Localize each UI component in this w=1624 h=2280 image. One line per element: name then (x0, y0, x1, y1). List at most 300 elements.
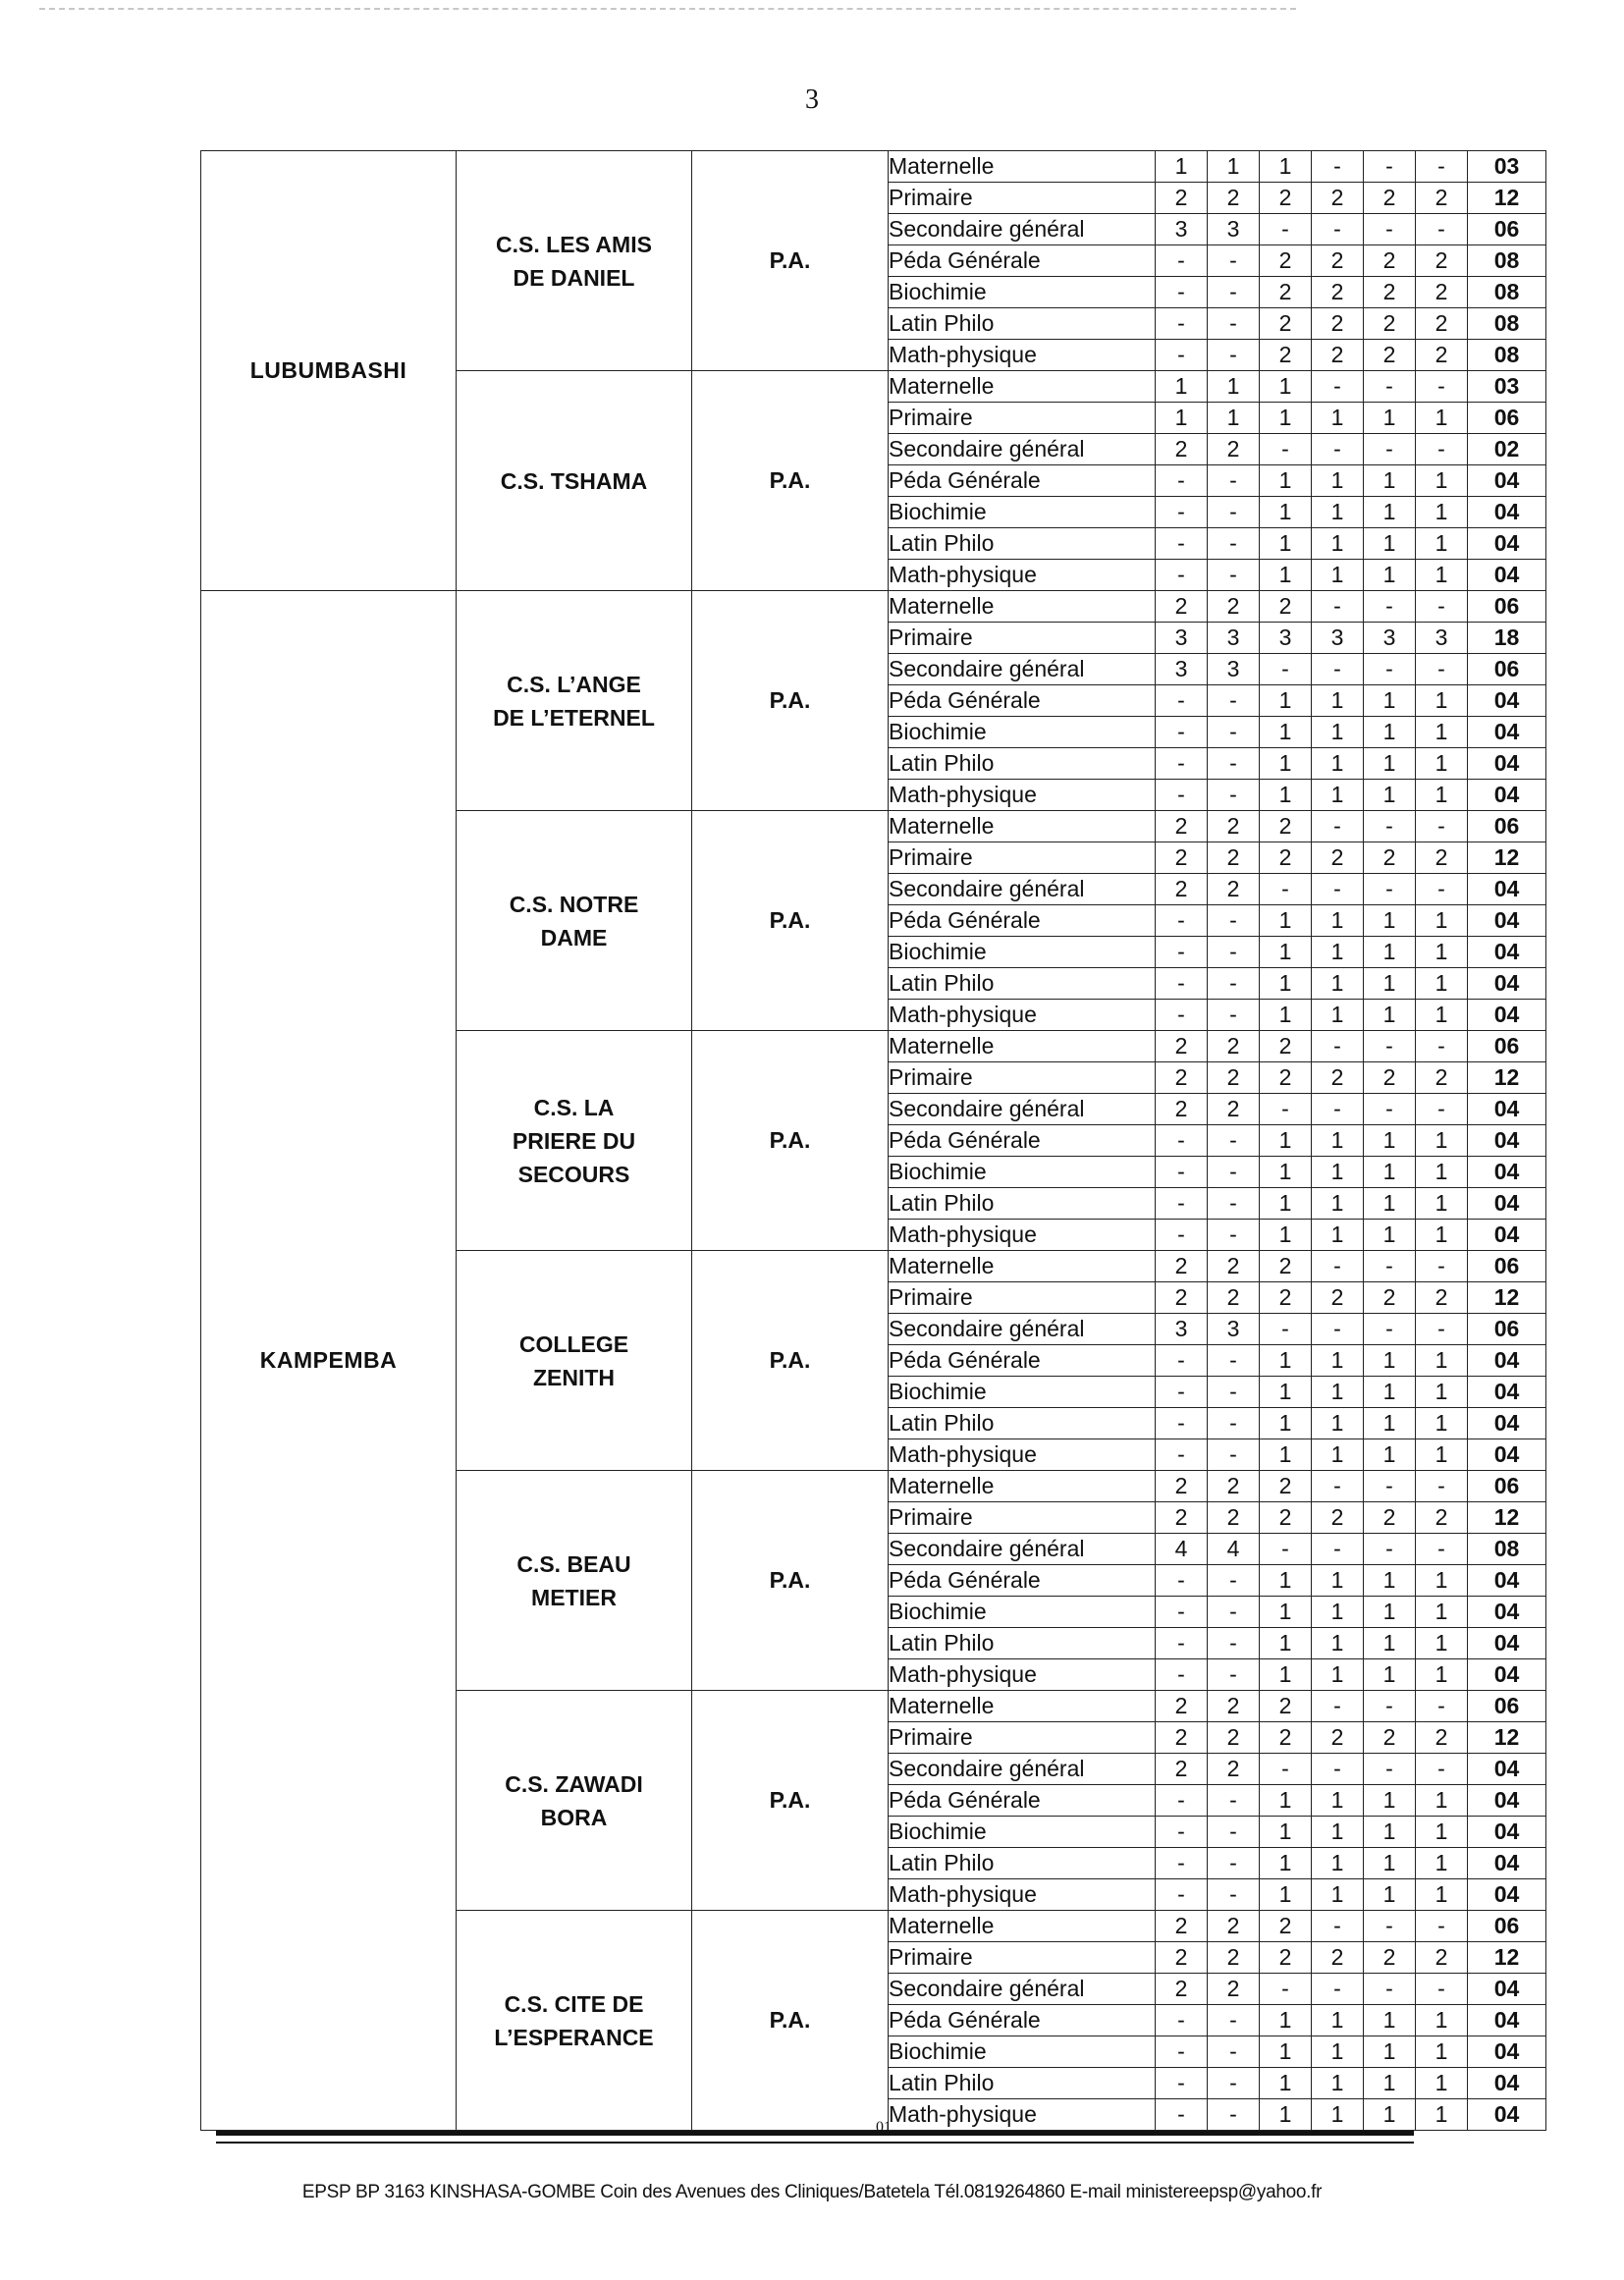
class-count-cell: 1 (1260, 1565, 1312, 1597)
total-cell: 04 (1468, 780, 1546, 811)
class-count-cell: - (1156, 1597, 1208, 1628)
class-count-cell: - (1416, 1094, 1468, 1125)
class-count-cell: - (1312, 1251, 1364, 1282)
class-count-cell: - (1416, 1911, 1468, 1942)
class-count-cell: 2 (1208, 842, 1260, 874)
class-count-cell: 1 (1312, 1000, 1364, 1031)
class-count-cell: 1 (1312, 748, 1364, 780)
class-count-cell: - (1156, 1848, 1208, 1879)
option-label: Math-physique (889, 1220, 1156, 1251)
class-count-cell: - (1364, 1691, 1416, 1722)
class-count-cell: - (1416, 654, 1468, 685)
total-cell: 12 (1468, 1502, 1546, 1534)
class-count-cell: - (1156, 1879, 1208, 1911)
class-count-cell: 2 (1208, 1722, 1260, 1754)
class-count-cell: 2 (1156, 1722, 1208, 1754)
total-cell: 06 (1468, 1691, 1546, 1722)
class-count-cell: - (1208, 277, 1260, 308)
option-label: Primaire (889, 1282, 1156, 1314)
class-count-cell: - (1312, 811, 1364, 842)
option-label: Maternelle (889, 1031, 1156, 1062)
class-count-cell: - (1416, 1251, 1468, 1282)
class-count-cell: 1 (1260, 717, 1312, 748)
school-name-line: DE L’ETERNEL (493, 704, 655, 731)
option-label: Math-physique (889, 1879, 1156, 1911)
option-label: Biochimie (889, 717, 1156, 748)
school-name-line: PRIERE DU (512, 1127, 636, 1154)
class-count-cell: 1 (1312, 2036, 1364, 2068)
class-count-cell: 1 (1312, 1439, 1364, 1471)
option-label: Secondaire général (889, 1974, 1156, 2005)
class-count-cell: 1 (1416, 1817, 1468, 1848)
class-count-cell: 1 (1260, 1125, 1312, 1157)
total-cell: 06 (1468, 1471, 1546, 1502)
class-count-cell: 1 (1260, 560, 1312, 591)
class-count-cell: 1 (1260, 1628, 1312, 1659)
class-count-cell: 1 (1364, 905, 1416, 937)
option-label: Latin Philo (889, 2068, 1156, 2099)
class-count-cell: - (1416, 1031, 1468, 1062)
class-count-cell: - (1416, 1974, 1468, 2005)
class-count-cell: 2 (1260, 245, 1312, 277)
class-count-cell: 1 (1364, 1848, 1416, 1879)
class-count-cell: 1 (1260, 2036, 1312, 2068)
class-count-cell: 1 (1312, 1377, 1364, 1408)
school-name-line: L’ESPERANCE (494, 2024, 654, 2050)
class-count-cell: 1 (1312, 1597, 1364, 1628)
class-count-cell: 2 (1260, 277, 1312, 308)
class-count-cell: 1 (1312, 1848, 1364, 1879)
class-count-cell: 2 (1156, 1942, 1208, 1974)
total-cell: 04 (1468, 465, 1546, 497)
class-count-cell: 2 (1208, 1754, 1260, 1785)
class-count-cell: 1 (1364, 748, 1416, 780)
class-count-cell: 2 (1364, 842, 1416, 874)
class-count-cell: 1 (1416, 1408, 1468, 1439)
total-cell: 04 (1468, 1659, 1546, 1691)
class-count-cell: 1 (1260, 1408, 1312, 1439)
option-label: Math-physique (889, 2099, 1156, 2131)
option-label: Primaire (889, 1942, 1156, 1974)
class-count-cell: 2 (1260, 1502, 1312, 1534)
class-count-cell: 2 (1312, 1942, 1364, 1974)
option-label: Secondaire général (889, 1094, 1156, 1125)
class-count-cell: 1 (1260, 497, 1312, 528)
class-count-cell: 3 (1260, 623, 1312, 654)
option-label: Secondaire général (889, 874, 1156, 905)
class-count-cell: 2 (1260, 842, 1312, 874)
class-count-cell: 2 (1208, 1062, 1260, 1094)
class-count-cell: - (1416, 811, 1468, 842)
management-regime: P.A. (692, 371, 889, 591)
school-name-line: C.S. ZAWADI (505, 1770, 643, 1797)
class-count-cell: 1 (1312, 560, 1364, 591)
school-name-line: BORA (540, 1804, 608, 1830)
total-cell: 04 (1468, 560, 1546, 591)
class-count-cell: - (1156, 1628, 1208, 1659)
option-label: Biochimie (889, 2036, 1156, 2068)
class-count-cell: 2 (1156, 434, 1208, 465)
class-count-cell: 1 (1312, 497, 1364, 528)
class-count-cell: - (1416, 1314, 1468, 1345)
class-count-cell: 1 (1364, 465, 1416, 497)
class-count-cell: 1 (1312, 403, 1364, 434)
total-cell: 04 (1468, 717, 1546, 748)
class-count-cell: 1 (1364, 1565, 1416, 1597)
option-label: Primaire (889, 1722, 1156, 1754)
class-count-cell: 2 (1312, 183, 1364, 214)
class-count-cell: 2 (1312, 277, 1364, 308)
total-cell: 08 (1468, 245, 1546, 277)
class-count-cell: 1 (1416, 1565, 1468, 1597)
class-count-cell: 2 (1156, 1282, 1208, 1314)
class-count-cell: 1 (1416, 2005, 1468, 2036)
option-label: Maternelle (889, 1471, 1156, 1502)
school-name-line: DAME (540, 924, 608, 950)
class-count-cell: - (1416, 151, 1468, 183)
class-count-cell: 1 (1364, 497, 1416, 528)
class-count-cell: 2 (1364, 1282, 1416, 1314)
class-count-cell: 1 (1260, 2099, 1312, 2131)
class-count-cell: - (1260, 1534, 1312, 1565)
school-name-line: DE DANIEL (513, 264, 635, 291)
class-count-cell: 1 (1260, 1848, 1312, 1879)
class-count-cell: - (1156, 497, 1208, 528)
class-count-cell: 1 (1416, 937, 1468, 968)
class-count-cell: 2 (1416, 308, 1468, 340)
option-label: Primaire (889, 183, 1156, 214)
total-cell: 04 (1468, 1157, 1546, 1188)
class-count-cell: 2 (1208, 1282, 1260, 1314)
total-cell: 08 (1468, 340, 1546, 371)
class-count-cell: 1 (1312, 1125, 1364, 1157)
class-count-cell: - (1208, 1659, 1260, 1691)
class-count-cell: - (1156, 340, 1208, 371)
class-count-cell: 1 (1260, 937, 1312, 968)
class-count-cell: 1 (1364, 1597, 1416, 1628)
class-count-cell: - (1364, 371, 1416, 403)
option-label: Biochimie (889, 1157, 1156, 1188)
option-label: Biochimie (889, 937, 1156, 968)
school-name-line: SECOURS (517, 1161, 630, 1187)
total-cell: 04 (1468, 1188, 1546, 1220)
class-count-cell: 1 (1416, 2068, 1468, 2099)
class-count-cell: - (1364, 1314, 1416, 1345)
total-cell: 08 (1468, 1534, 1546, 1565)
class-count-cell: 1 (1312, 1879, 1364, 1911)
class-count-cell: - (1156, 308, 1208, 340)
class-count-cell: 1 (1364, 1188, 1416, 1220)
class-count-cell: 2 (1156, 1911, 1208, 1942)
management-regime: P.A. (692, 1251, 889, 1471)
total-cell: 12 (1468, 1942, 1546, 1974)
class-count-cell: - (1364, 654, 1416, 685)
class-count-cell: 2 (1156, 1062, 1208, 1094)
class-count-cell: 1 (1416, 905, 1468, 937)
class-count-cell: - (1156, 968, 1208, 1000)
footer-address: EPSP BP 3163 KINSHASA-GOMBE Coin des Avenues des Cliniques/Batetela Tél.0819264860 E-mail ministereepsp@yahoo.fr (301, 2182, 1323, 2202)
class-count-cell: - (1208, 528, 1260, 560)
class-count-cell: 1 (1364, 1817, 1416, 1848)
option-label: Primaire (889, 403, 1156, 434)
total-cell: 03 (1468, 151, 1546, 183)
class-count-cell: 2 (1156, 1691, 1208, 1722)
class-count-cell: - (1208, 1220, 1260, 1251)
class-count-cell: - (1156, 1659, 1208, 1691)
class-count-cell: - (1208, 1345, 1260, 1377)
school-name (457, 1911, 692, 2131)
total-cell: 12 (1468, 1062, 1546, 1094)
class-count-cell: 2 (1208, 1031, 1260, 1062)
class-count-cell: - (1312, 1094, 1364, 1125)
total-cell: 06 (1468, 1031, 1546, 1062)
class-count-cell: 1 (1260, 2068, 1312, 2099)
class-count-cell: - (1312, 434, 1364, 465)
class-count-cell: - (1312, 371, 1364, 403)
school-name (457, 1471, 692, 1691)
class-count-cell: - (1364, 151, 1416, 183)
school-name-line: METIER (531, 1584, 617, 1610)
class-count-cell: 2 (1364, 1502, 1416, 1534)
class-count-cell: 2 (1364, 245, 1416, 277)
page-number: 3 (805, 84, 819, 115)
class-count-cell: 1 (1416, 1188, 1468, 1220)
class-count-cell: 1 (1364, 403, 1416, 434)
class-count-cell: - (1312, 1031, 1364, 1062)
management-regime: P.A. (692, 151, 889, 371)
footer-mark: 01 (876, 2119, 892, 2136)
option-label: Math-physique (889, 780, 1156, 811)
class-count-cell: 2 (1260, 183, 1312, 214)
class-count-cell: - (1156, 1000, 1208, 1031)
class-count-cell: - (1156, 1125, 1208, 1157)
class-count-cell: - (1156, 685, 1208, 717)
option-label: Latin Philo (889, 748, 1156, 780)
table-row (201, 591, 1546, 623)
class-count-cell: 1 (1364, 685, 1416, 717)
class-count-cell: 3 (1208, 623, 1260, 654)
class-count-cell: - (1156, 1565, 1208, 1597)
class-count-cell: - (1208, 1000, 1260, 1031)
class-count-cell: 2 (1416, 277, 1468, 308)
class-count-cell: 2 (1208, 434, 1260, 465)
class-count-cell: 1 (1364, 1785, 1416, 1817)
total-cell: 04 (1468, 1000, 1546, 1031)
class-count-cell: - (1156, 937, 1208, 968)
class-count-cell: - (1208, 2099, 1260, 2131)
class-count-cell: - (1156, 1785, 1208, 1817)
class-count-cell: 1 (1364, 2005, 1416, 2036)
school-name-line: ZENITH (532, 1364, 616, 1390)
school-name (457, 591, 692, 811)
class-count-cell: 1 (1260, 685, 1312, 717)
class-count-cell: - (1208, 308, 1260, 340)
total-cell: 06 (1468, 214, 1546, 245)
class-count-cell: 1 (1260, 905, 1312, 937)
class-count-cell: - (1260, 654, 1312, 685)
total-cell: 12 (1468, 183, 1546, 214)
class-count-cell: 2 (1208, 1942, 1260, 1974)
class-count-cell: 2 (1156, 1251, 1208, 1282)
option-label: Latin Philo (889, 1848, 1156, 1879)
class-count-cell: - (1364, 1754, 1416, 1785)
total-cell: 04 (1468, 1879, 1546, 1911)
total-cell: 04 (1468, 1439, 1546, 1471)
class-count-cell: 1 (1260, 1345, 1312, 1377)
option-label: Maternelle (889, 1911, 1156, 1942)
total-cell: 04 (1468, 874, 1546, 905)
total-cell: 04 (1468, 1345, 1546, 1377)
class-count-cell: 1 (1364, 2099, 1416, 2131)
class-count-cell: 1 (1312, 1157, 1364, 1188)
school-name (457, 371, 692, 591)
class-count-cell: 1 (1416, 560, 1468, 591)
class-count-cell: 1 (1416, 465, 1468, 497)
class-count-cell: 1 (1260, 968, 1312, 1000)
option-label: Secondaire général (889, 214, 1156, 245)
class-count-cell: 2 (1416, 842, 1468, 874)
class-count-cell: 1 (1416, 2036, 1468, 2068)
class-count-cell: 2 (1260, 811, 1312, 842)
class-count-cell: 1 (1260, 1439, 1312, 1471)
class-count-cell: 2 (1312, 1062, 1364, 1094)
class-count-cell: 2 (1208, 811, 1260, 842)
management-regime: P.A. (692, 811, 889, 1031)
management-regime: P.A. (692, 591, 889, 811)
class-count-cell: 1 (1260, 1377, 1312, 1408)
class-count-cell: 1 (1260, 1188, 1312, 1220)
total-cell: 04 (1468, 2099, 1546, 2131)
class-count-cell: 1 (1260, 1157, 1312, 1188)
class-count-cell: 1 (1416, 1659, 1468, 1691)
class-count-cell: - (1260, 1974, 1312, 2005)
total-cell: 06 (1468, 591, 1546, 623)
class-count-cell: 3 (1208, 1314, 1260, 1345)
class-count-cell: - (1364, 214, 1416, 245)
option-label: Primaire (889, 842, 1156, 874)
class-count-cell: 1 (1260, 151, 1312, 183)
class-count-cell: 4 (1156, 1534, 1208, 1565)
total-cell: 04 (1468, 905, 1546, 937)
class-count-cell: 2 (1260, 591, 1312, 623)
class-count-cell: 2 (1416, 1062, 1468, 1094)
class-count-cell: 2 (1156, 874, 1208, 905)
class-count-cell: - (1156, 245, 1208, 277)
class-count-cell: 1 (1156, 371, 1208, 403)
class-count-cell: 3 (1364, 623, 1416, 654)
option-label: Biochimie (889, 497, 1156, 528)
total-cell: 08 (1468, 308, 1546, 340)
class-count-cell: 3 (1156, 623, 1208, 654)
total-cell: 04 (1468, 1974, 1546, 2005)
class-count-cell: 2 (1156, 183, 1208, 214)
class-count-cell: 1 (1312, 465, 1364, 497)
class-count-cell: 2 (1260, 340, 1312, 371)
class-count-cell: - (1208, 340, 1260, 371)
option-label: Math-physique (889, 1000, 1156, 1031)
option-label: Maternelle (889, 371, 1156, 403)
class-count-cell: - (1156, 1188, 1208, 1220)
option-label: Math-physique (889, 1659, 1156, 1691)
class-count-cell: - (1208, 1439, 1260, 1471)
class-count-cell: - (1208, 2068, 1260, 2099)
class-count-cell: 2 (1260, 308, 1312, 340)
class-count-cell: 1 (1416, 1785, 1468, 1817)
class-count-cell: 1 (1364, 2068, 1416, 2099)
class-count-cell: - (1416, 591, 1468, 623)
class-count-cell: 1 (1416, 1125, 1468, 1157)
option-label: Péda Générale (889, 1345, 1156, 1377)
option-label: Biochimie (889, 277, 1156, 308)
option-label: Péda Générale (889, 465, 1156, 497)
school-name-line: C.S. NOTRE (509, 891, 639, 917)
class-count-cell: 1 (1312, 1817, 1364, 1848)
total-cell: 04 (1468, 1597, 1546, 1628)
class-count-cell: 2 (1156, 1471, 1208, 1502)
class-count-cell: - (1156, 1157, 1208, 1188)
option-label: Primaire (889, 623, 1156, 654)
class-count-cell: 2 (1312, 1282, 1364, 1314)
class-count-cell: 2 (1208, 874, 1260, 905)
school-name (457, 1031, 692, 1251)
total-cell: 06 (1468, 811, 1546, 842)
total-cell: 04 (1468, 937, 1546, 968)
class-count-cell: 2 (1416, 340, 1468, 371)
class-count-cell: 2 (1208, 591, 1260, 623)
class-count-cell: 1 (1260, 2005, 1312, 2036)
class-count-cell: - (1208, 560, 1260, 591)
school-name-line: C.S. CITE DE (504, 1990, 644, 2017)
class-count-cell: 2 (1312, 308, 1364, 340)
option-label: Péda Générale (889, 1565, 1156, 1597)
class-count-cell: 1 (1416, 1848, 1468, 1879)
class-count-cell: 3 (1416, 623, 1468, 654)
class-count-cell: 2 (1416, 1282, 1468, 1314)
class-count-cell: - (1364, 1534, 1416, 1565)
option-label: Math-physique (889, 1439, 1156, 1471)
class-count-cell: - (1364, 1094, 1416, 1125)
option-label: Biochimie (889, 1377, 1156, 1408)
class-count-cell: - (1156, 2036, 1208, 2068)
class-count-cell: 1 (1364, 717, 1416, 748)
class-count-cell: 3 (1156, 1314, 1208, 1345)
class-count-cell: 1 (1416, 1000, 1468, 1031)
total-cell: 12 (1468, 1722, 1546, 1754)
class-count-cell: 1 (1416, 780, 1468, 811)
class-count-cell: - (1208, 1848, 1260, 1879)
class-count-cell: - (1416, 371, 1468, 403)
class-count-cell: 2 (1208, 1911, 1260, 1942)
class-count-cell: 2 (1364, 308, 1416, 340)
school-name-line: COLLEGE (518, 1330, 629, 1357)
total-cell: 06 (1468, 1251, 1546, 1282)
class-count-cell: 2 (1208, 1502, 1260, 1534)
class-count-cell: 1 (1260, 371, 1312, 403)
class-count-cell: 1 (1364, 1408, 1416, 1439)
class-count-cell: 2 (1416, 1942, 1468, 1974)
class-count-cell: - (1364, 811, 1416, 842)
total-cell: 04 (1468, 748, 1546, 780)
class-count-cell: 1 (1416, 1879, 1468, 1911)
class-count-cell: 1 (1416, 528, 1468, 560)
option-label: Secondaire général (889, 1754, 1156, 1785)
class-count-cell: 2 (1156, 1031, 1208, 1062)
class-count-cell: 2 (1260, 1062, 1312, 1094)
total-cell: 04 (1468, 685, 1546, 717)
class-count-cell: - (1208, 245, 1260, 277)
class-count-cell: 2 (1208, 1251, 1260, 1282)
option-label: Latin Philo (889, 1628, 1156, 1659)
